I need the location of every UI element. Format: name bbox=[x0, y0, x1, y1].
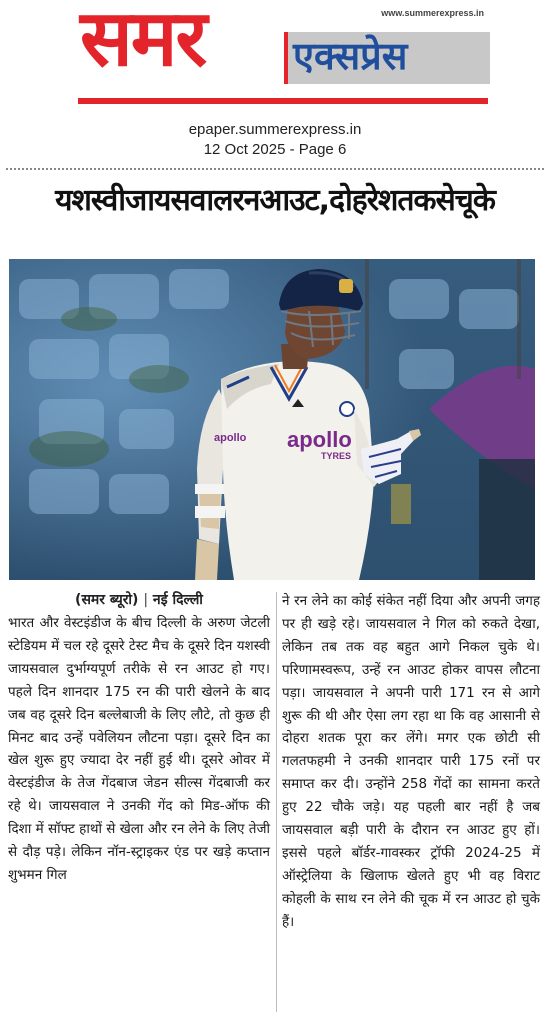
byline-source: (समर ब्यूरो) bbox=[75, 592, 139, 608]
article-body-right-column: ने रन लेने का कोई संकेत नहीं दिया और अपनी जगह पर ही खड़े रहे। जायसवाल ने गिल को रुकते देखा, लेकिन तब तक वह बहुत आगे निकल चुके थे। परिणामस्वरूप, उन्हें रन आउट होकर वापस लौटना पड़ा। जायसवाल ने अपनी पारी 171 रन से आगे शुरू की थी और ऐसा लग रहा था कि वह आसानी से दोहरा शतक पूरा कर लेंगे। मगर एक छोटी सी गलतफहमी ने उनकी शानदार पारी 175 रनों पर समाप्त कर दी। उन्होंने 258 गेंदों का सामना करते हुए 22 चौके जड़े। यह पहली बार नहीं है जब जायसवाल बड़ी पारी के दौरान रन आउट हुए हों। इससे पहले बॉर्डर-गावस्कर ट्रॉफी 2024-25 में ऑस्ट्रेलिया के खिलाफ खेलते हुए भी वह विराट कोहली के साथ रन लेने की चूक में रन आउट हो चुके हैं। bbox=[282, 593, 540, 930]
edition-site[interactable]: epaper.summerexpress.in bbox=[188, 121, 362, 138]
article-headline: यशस्वीजायसवालरनआउट,दोहरेशतकसेचूके bbox=[55, 183, 495, 218]
svg-text:apollo: apollo bbox=[214, 432, 247, 444]
masthead bbox=[78, 0, 488, 106]
masthead-red-rule bbox=[78, 98, 488, 104]
article-photo bbox=[9, 259, 535, 580]
masthead-title-big: समर bbox=[80, 0, 206, 84]
column-divider bbox=[276, 592, 277, 1012]
svg-text:TYRES: TYRES bbox=[321, 451, 352, 461]
byline-separator: | bbox=[143, 592, 149, 608]
masthead-title-small: एक्सप्रेस bbox=[293, 34, 408, 78]
masthead-url[interactable]: www.summerexpress.in bbox=[381, 8, 484, 18]
article-body-left-column: भारत और वेस्टइंडीज के बीच दिल्ली के अरुण जेटली स्टेडियम में चल रहे दूसरे टेस्ट मैच के दूसरे दिन यशस्वी जायसवाल दुर्भाग्यपूर्ण तरीके से रन आउट हो गए। पहले दिन शानदार 175 रन की पारी खेलने के बाद जब वह दूसरे दिन बल्लेबाजी के लिए लौटे, तो कुछ ही मिनट बाद उन्हें पवेलियन लौटना पड़ा। दूसरे दिन का खेल शुरू हुए ज्यादा देर नहीं हुई थी। दूसरे ओवर में वेस्टइंडीज के तेज गेंदबाज जेडन सील्स गेंदबाजी कर रहे थे। जायसवाल ने उनकी गेंद को मिड-ऑफ की दिशा में सॉफ्ट हाथों से खेला और रन लेने के लिए तेजी से दौड़ पड़े। लेकिन नॉन-स्ट्राइकर एंड पर खड़े कप्तान शुभमन गिल bbox=[8, 615, 270, 883]
byline-place: नई दिल्ली bbox=[152, 592, 203, 608]
article-byline bbox=[8, 590, 270, 609]
edition-date-page: 12 Oct 2025 - Page 6 bbox=[203, 141, 347, 158]
dotted-divider bbox=[6, 168, 544, 170]
svg-text:apollo: apollo bbox=[287, 427, 352, 452]
